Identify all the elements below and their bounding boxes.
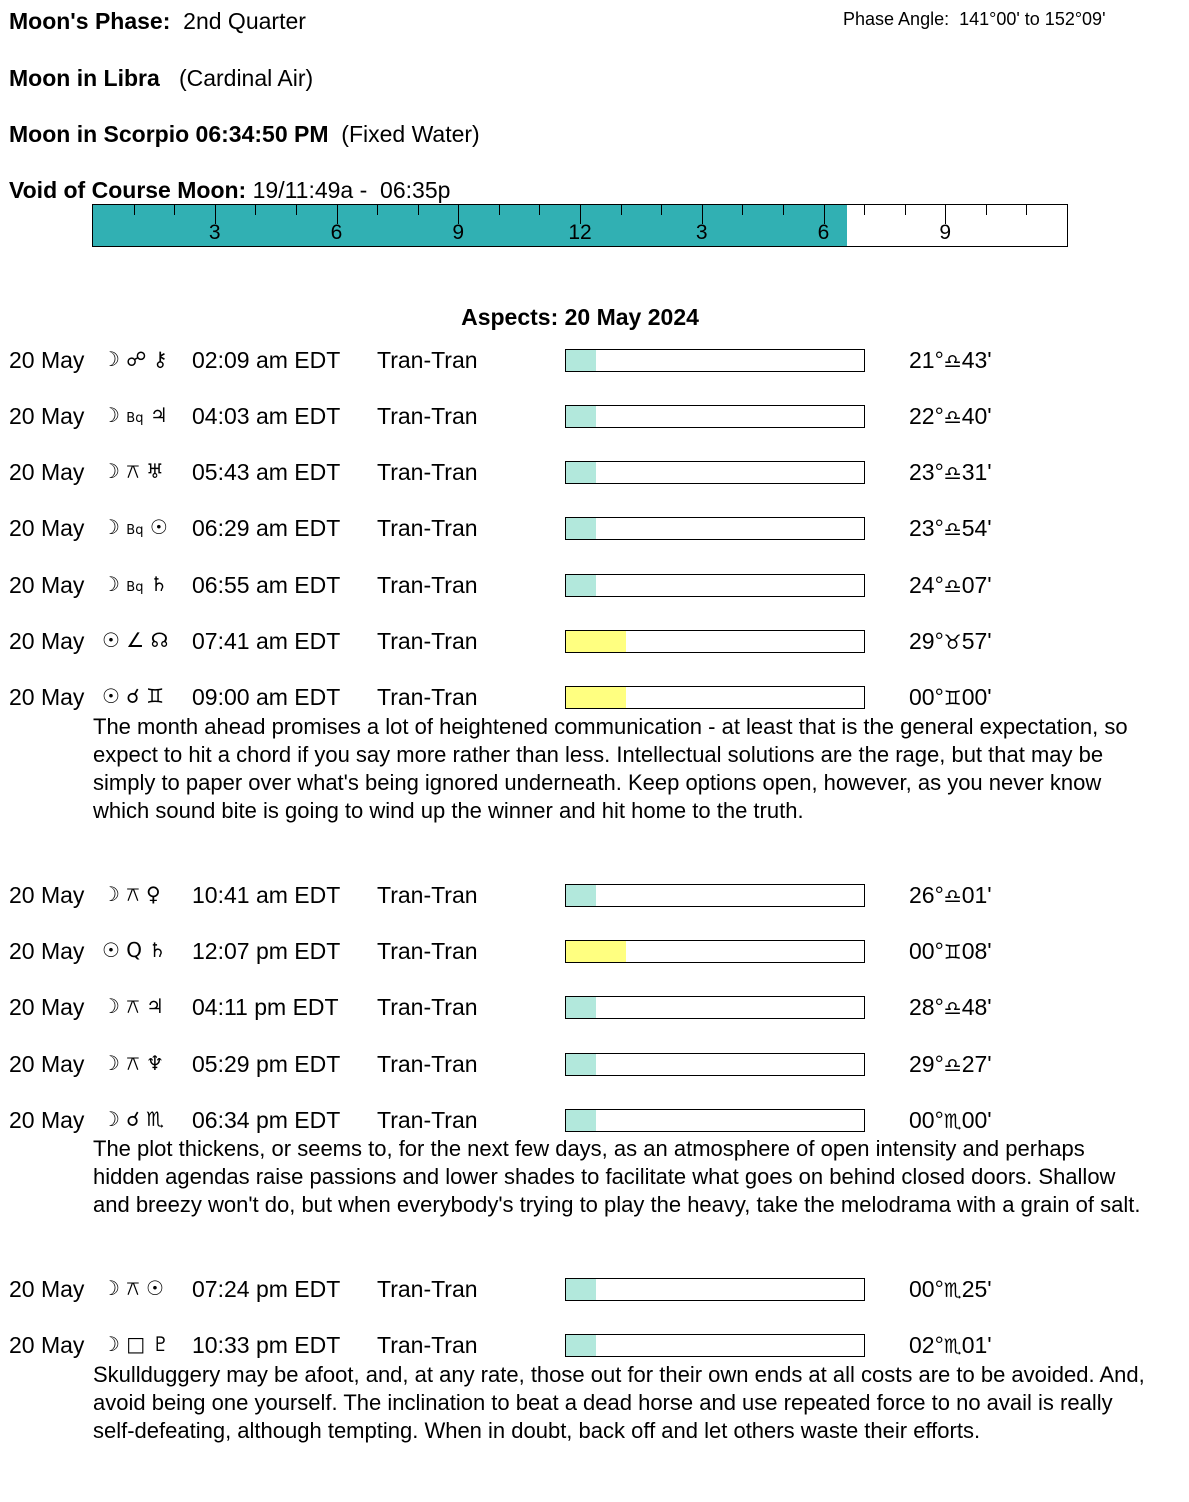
position-degrees: 00° [909,1276,944,1302]
position-degrees: 24° [909,572,944,598]
zodiac-sign-icon: ♎ [943,405,962,429]
aspect-kind: Tran-Tran [377,994,478,1020]
aspect-time: 05:43 am EDT [192,459,341,485]
zodiac-sign-icon: ♎ [943,349,962,373]
aspect-glyphs [102,938,166,962]
zodiac-sign-icon: ♏ [943,1278,962,1302]
aspect-strength-fill [566,1110,596,1131]
position-degrees: 26° [909,882,944,908]
timeline-tick [174,205,175,215]
aspect-kind: Tran-Tran [377,1276,478,1302]
aspect-glyphs [102,684,164,708]
position-degrees: 29° [909,1051,944,1077]
zodiac-sign-icon: ♊ [943,686,962,710]
aspect-strength-bar [565,1278,865,1301]
position-degrees: 00° [909,1107,944,1133]
aspect-kind: Tran-Tran [377,459,478,485]
aspect-kind: Tran-Tran [377,347,478,373]
aspect-type-icon: Bq [126,411,144,426]
aspect-time: 06:34 pm EDT [192,1107,341,1133]
aspect-strength-fill [566,997,596,1018]
position-degrees: 28° [909,994,944,1020]
zodiac-sign-icon: ♎ [943,1053,962,1077]
aspect-type-icon: ∠ [126,628,145,652]
aspect-glyphs [102,882,161,906]
aspect-type-icon: ☍ [126,347,147,371]
position-minutes: 27' [961,1051,992,1077]
aspect-glyphs [102,1276,164,1300]
aspect-glyphs [102,1107,164,1131]
timeline-tick [864,205,865,215]
aspect-time: 10:33 pm EDT [192,1332,341,1358]
position-degrees: 02° [909,1332,944,1358]
timeline-hour-label: 3 [208,221,221,244]
timeline-tick [418,205,419,215]
aspect-date: 20 May [9,994,85,1020]
aspect-time: 06:55 am EDT [192,572,341,598]
moon-phase-line [9,8,306,35]
void-of-course-line [9,177,450,204]
aspect-strength-fill [566,350,596,371]
aspect-position [909,1276,992,1303]
phase-angle-line [843,9,1106,30]
aspect-strength-bar [565,686,865,709]
planet-1-icon: ☽ [102,882,120,906]
aspect-strength-bar [565,940,865,963]
aspect-date: 20 May [9,1107,85,1133]
aspect-strength-bar [565,1053,865,1076]
planet-1-icon: ☉ [102,628,120,652]
position-degrees: 21° [909,347,944,373]
aspect-position [909,515,992,542]
position-degrees: 23° [909,459,944,485]
aspect-date: 20 May [9,1051,85,1077]
position-minutes: 57' [961,628,992,654]
planet-2-icon: ♅ [145,459,164,483]
position-minutes: 01' [961,1332,992,1358]
timeline-tick [255,205,256,215]
aspect-glyphs [102,1051,164,1075]
aspect-glyphs [102,994,164,1018]
planet-1-icon: ☽ [102,403,120,427]
aspect-kind: Tran-Tran [377,403,478,429]
position-minutes: 40' [961,403,992,429]
planet-2-icon: ♃ [145,994,164,1018]
zodiac-sign-icon: ♎ [943,574,962,598]
planet-2-icon: ⚷ [152,347,168,371]
aspect-strength-bar [565,405,865,428]
position-degrees: 22° [909,403,944,429]
position-degrees: 00° [909,684,944,710]
planet-2-icon: ♀ [145,882,161,906]
planet-2-icon: ♃ [149,403,168,427]
timeline-hour-label: 9 [452,221,465,244]
aspect-date: 20 May [9,515,85,541]
zodiac-sign-icon: ♎ [943,517,962,541]
timeline-hour-label: 6 [330,221,343,244]
aspect-strength-bar [565,517,865,540]
aspect-kind: Tran-Tran [377,1332,478,1358]
aspect-date: 20 May [9,1332,85,1358]
moon-sign-1-label: Moon in Libra [9,65,160,91]
aspect-time: 04:03 am EDT [192,403,341,429]
aspect-time: 10:41 am EDT [192,882,341,908]
moon-sign-2-label: Moon in Scorpio 06:34:50 PM [9,121,329,147]
aspect-position [909,684,992,711]
timeline-tick [296,205,297,215]
aspect-position [909,347,992,374]
timeline-tick [621,205,622,215]
aspect-glyphs [102,403,168,427]
aspect-time: 05:29 pm EDT [192,1051,341,1077]
planet-1-icon: ☽ [102,347,120,371]
planet-1-icon: ☽ [102,1276,120,1300]
planet-1-icon: ☽ [102,572,120,596]
aspect-kind: Tran-Tran [377,882,478,908]
aspect-kind: Tran-Tran [377,1051,478,1077]
aspect-date: 20 May [9,938,85,964]
position-degrees: 23° [909,515,944,541]
aspect-type-icon: ☌ [126,1107,140,1131]
aspect-type-icon: ⚻ [126,459,140,483]
aspect-date: 20 May [9,572,85,598]
aspect-time: 12:07 pm EDT [192,938,341,964]
timeline-hour-label: 6 [817,221,830,244]
zodiac-sign-icon: ♎ [943,996,962,1020]
planet-2-icon: ☊ [150,628,169,652]
aspect-type-icon: ⚻ [126,994,140,1018]
aspect-position [909,938,992,965]
planet-1-icon: ☉ [102,684,120,708]
aspect-position [909,572,992,599]
aspect-strength-bar [565,1109,865,1132]
aspect-glyphs [102,347,168,371]
aspect-strength-fill [566,406,596,427]
aspect-strength-fill [566,1335,596,1356]
aspect-strength-bar [565,349,865,372]
aspect-date: 20 May [9,459,85,485]
aspect-time: 07:41 am EDT [192,628,341,654]
zodiac-sign-icon: ♏ [943,1109,962,1133]
timeline-tick [661,205,662,215]
aspect-type-icon: Bq [126,580,144,595]
position-minutes: 00' [961,1107,992,1133]
aspect-strength-fill [566,941,626,962]
zodiac-sign-icon: ♊ [943,940,962,964]
timeline-hour-label: 12 [568,221,592,244]
position-minutes: 43' [961,347,992,373]
position-minutes: 08' [961,938,992,964]
aspect-interpretation: The month ahead promises a lot of heightened communication - at least that is the general expectation, so expect to hit a chord if you say more rather than less. Intellectual solutions are the rage, but that may be simply to paper over what's being ignored underneath. Keep options open, however, as you never know which sound bite is going to wind up the winner and hit home to the truth. [93,714,1128,823]
aspect-date: 20 May [9,882,85,908]
aspect-glyphs [102,515,168,539]
aspect-date: 20 May [9,684,85,710]
position-minutes: 07' [961,572,992,598]
void-of-course-timeline [92,204,1068,247]
planet-2-icon: ♇ [151,1332,170,1356]
aspect-glyphs [102,459,164,483]
timeline-hour-label: 9 [939,221,952,244]
aspect-kind: Tran-Tran [377,1107,478,1133]
position-minutes: 25' [961,1276,992,1302]
aspect-position [909,628,992,655]
timeline-tick [905,205,906,215]
aspect-date: 20 May [9,628,85,654]
zodiac-sign-icon: ♉ [943,630,962,654]
position-minutes: 00' [961,684,992,710]
timeline-tick [742,205,743,215]
position-minutes: 31' [961,459,992,485]
timeline-tick [539,205,540,215]
timeline-hour-label: 3 [695,221,708,244]
moon-sign-1-element: (Cardinal Air) [178,65,314,91]
aspect-position [909,1051,992,1078]
void-period-fill [93,205,847,246]
aspect-type-icon: ⚻ [126,882,140,906]
timeline-tick [134,205,135,215]
timeline-tick [783,205,784,215]
aspect-glyphs [102,628,168,652]
aspect-strength-fill [566,462,596,483]
zodiac-sign-icon: ♏ [943,1334,962,1358]
aspect-time: 02:09 am EDT [192,347,341,373]
zodiac-sign-icon: ♎ [943,884,962,908]
position-minutes: 48' [961,994,992,1020]
timeline-tick [986,205,987,215]
planet-2-icon: ♄ [149,572,168,596]
aspect-type-icon: ☌ [126,684,140,708]
aspect-position [909,882,992,909]
position-degrees: 29° [909,628,944,654]
moon-phase-label: Moon's Phase: [9,8,171,34]
aspect-strength-bar [565,574,865,597]
aspect-date: 20 May [9,347,85,373]
aspect-position [909,459,992,486]
aspect-type-icon: Bq [126,523,144,538]
aspect-position [909,1332,992,1359]
aspect-strength-bar [565,1334,865,1357]
moon-phase-value: 2nd Quarter [183,8,306,34]
planet-2-icon: ♆ [145,1051,164,1075]
planet-1-icon: ☽ [102,1332,120,1356]
aspect-strength-bar [565,884,865,907]
aspect-glyphs [102,572,168,596]
planet-2-icon: ♊ [146,684,165,708]
planet-1-icon: ☽ [102,459,120,483]
aspect-strength-fill [566,1054,596,1075]
aspect-position [909,1107,992,1134]
moon-sign-line-2 [9,121,480,148]
aspect-strength-bar [565,630,865,653]
aspect-interpretation: Skullduggery may be afoot, and, at any rate, those out for their own ends at all costs are to be avoided. And, avoid being one yourself. The inclination to beat a dead horse and use repeated force to no avail is really self-defeating, although tempting. When in doubt, back off and let others waste their efforts. [93,1362,1145,1443]
phase-angle-label: Phase Angle: [843,9,950,29]
aspect-glyphs [102,1332,170,1356]
planet-1-icon: ☉ [102,938,120,962]
aspect-strength-fill [566,1279,596,1300]
aspect-type-icon: ⚻ [126,1276,140,1300]
aspect-strength-bar [565,996,865,1019]
aspect-time: 06:29 am EDT [192,515,341,541]
aspect-type-icon: ⚻ [126,1051,140,1075]
aspect-strength-fill [566,687,626,708]
aspect-kind: Tran-Tran [377,515,478,541]
timeline-tick [1026,205,1027,215]
aspect-interpretation: The plot thickens, or seems to, for the next few days, as an atmosphere of open intensity and perhaps hidden agendas raise passions and lower shades to facilitate what goes on behind closed doors. Shallow and breezy won't do, but when everybody's trying to play the heavy, take the melodrama with a grain of salt. [93,1136,1141,1217]
aspect-kind: Tran-Tran [377,938,478,964]
planet-2-icon: ☉ [145,1276,164,1300]
planet-1-icon: ☽ [102,994,120,1018]
zodiac-sign-icon: ♎ [943,461,962,485]
aspect-time: 07:24 pm EDT [192,1276,341,1302]
aspect-type-icon: □ [126,1332,146,1356]
voc-label: Void of Course Moon: [9,177,247,203]
moon-sign-2-element: (Fixed Water) [341,121,480,147]
aspect-kind: Tran-Tran [377,684,478,710]
aspect-strength-fill [566,631,626,652]
aspect-kind: Tran-Tran [377,628,478,654]
timeline-tick [499,205,500,215]
aspect-position [909,403,992,430]
phase-angle-value: 141°00' to 152°09' [959,9,1106,29]
aspect-time: 04:11 pm EDT [192,994,339,1020]
aspect-strength-bar [565,461,865,484]
planet-2-icon: ♄ [148,938,167,962]
position-minutes: 01' [961,882,992,908]
aspect-date: 20 May [9,1276,85,1302]
aspect-date: 20 May [9,403,85,429]
moon-sign-line-1 [9,65,313,92]
timeline-tick [377,205,378,215]
planet-2-icon: ☉ [149,515,168,539]
aspect-type-icon: Q [126,938,143,962]
position-minutes: 54' [961,515,992,541]
aspect-position [909,994,992,1021]
planet-1-icon: ☽ [102,515,120,539]
planet-1-icon: ☽ [102,1051,120,1075]
position-degrees: 00° [909,938,944,964]
planet-1-icon: ☽ [102,1107,120,1131]
aspect-strength-fill [566,885,596,906]
voc-value: 19/11:49a - 06:35p [252,177,451,203]
planet-2-icon: ♏ [146,1107,165,1131]
aspect-strength-fill [566,575,596,596]
aspect-kind: Tran-Tran [377,572,478,598]
aspect-strength-fill [566,518,596,539]
aspect-time: 09:00 am EDT [192,684,341,710]
aspects-title: Aspects: 20 May 2024 [461,304,699,330]
